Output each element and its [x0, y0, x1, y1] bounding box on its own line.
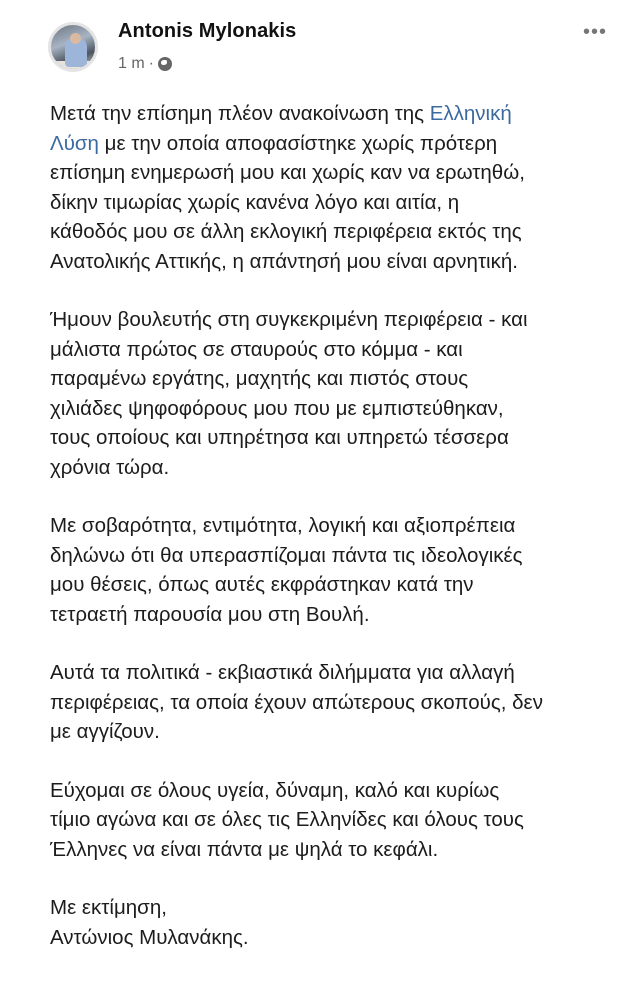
text-line: τους οποίους και υπηρέτησα και υπηρετώ τέσσερα [50, 426, 509, 449]
author-name[interactable]: Antonis Mylonakis [118, 20, 297, 42]
globe-icon [158, 57, 172, 71]
paragraph-5 [50, 776, 635, 865]
paragraph-4 [50, 658, 635, 747]
text-line: δίκην τιμωρίας χωρίς κανένα λόγο και αιτία, η [50, 190, 460, 214]
post-time[interactable]: 1 m [118, 55, 145, 72]
hashtag-link[interactable]: Ελληνική [429, 102, 512, 125]
text-line [50, 99, 635, 129]
text-line: Ήμουν βουλευτής στη συγκεκριμένη περιφέρεια - και [50, 308, 528, 331]
paragraph-3 [50, 511, 635, 629]
text-line: τίμιο αγώνα και σε όλες τις Ελληνίδες και όλους τους [50, 808, 524, 831]
text-line: μου θέσεις, όπως αυτές εκφράστηκαν κατά την [50, 573, 474, 596]
text-line: Αντώνιος Μυλανάκης. [50, 925, 249, 949]
post-header [0, 0, 640, 90]
text-line: Έλληνες να είναι πάντα με ψηλά το κεφάλι. [50, 837, 439, 861]
text-line: παραμένω εργάτης, μαχητής και πιστός στους [50, 367, 469, 390]
text-line: Με εκτίμηση, [50, 896, 167, 919]
text-line: με αγγίζουν. [50, 720, 160, 743]
text-line: Ανατολικής Αττικής, η απάντησή μου είναι αρνητική. [50, 249, 518, 273]
more-options-icon[interactable]: ••• [583, 21, 608, 43]
author-avatar[interactable] [48, 22, 98, 72]
paragraph-1 [50, 99, 635, 276]
paragraph-2 [50, 305, 635, 482]
signature [50, 893, 635, 952]
text-line: κάθοδός μου σε άλλη εκλογική περιφέρεια εκτός της [50, 220, 522, 243]
text-line: τετραετή παρουσία μου στη Βουλή. [50, 602, 370, 626]
text-line: Αυτά τα πολιτικά - εκβιαστικά διλήμματα για αλλαγή [50, 661, 515, 684]
text-line: περιφέρειας, τα οποία έχουν απώτερους σκοπούς, δεν [50, 690, 543, 714]
text-line: Εύχομαι σε όλους υγεία, δύναμη, καλό και κυρίως [50, 778, 500, 802]
text-line: επίσημη ενημερωσή μου και χωρίς καν να ερωτηθώ, [50, 161, 525, 184]
text-line: μάλιστα πρώτος σε σταυρούς στο κόμμα - και [50, 337, 463, 361]
text-segment: Μετά την επίσημη πλέον ανακοίνωση της [50, 102, 430, 125]
hashtag-link[interactable]: Λύση [50, 131, 99, 155]
avatar-head [70, 33, 81, 44]
text-line: δηλώνω ότι θα υπερασπίζομαι πάντα τις ιδεολογικές [50, 543, 523, 567]
text-line: χρόνια τώρα. [50, 455, 170, 479]
text-line: χιλιάδες ψηφοφόρους μου που με εμπιστεύθηκαν, [50, 396, 504, 420]
text-segment: με την οποία αποφασίστηκε χωρίς πρότερη [98, 131, 498, 155]
post-meta [118, 55, 172, 73]
meta-separator: · [148, 55, 154, 72]
text-line: Με σοβαρότητα, εντιμότητα, λογική και αξιοπρέπεια [50, 514, 516, 537]
text-line [50, 129, 635, 159]
post-body [50, 99, 635, 981]
